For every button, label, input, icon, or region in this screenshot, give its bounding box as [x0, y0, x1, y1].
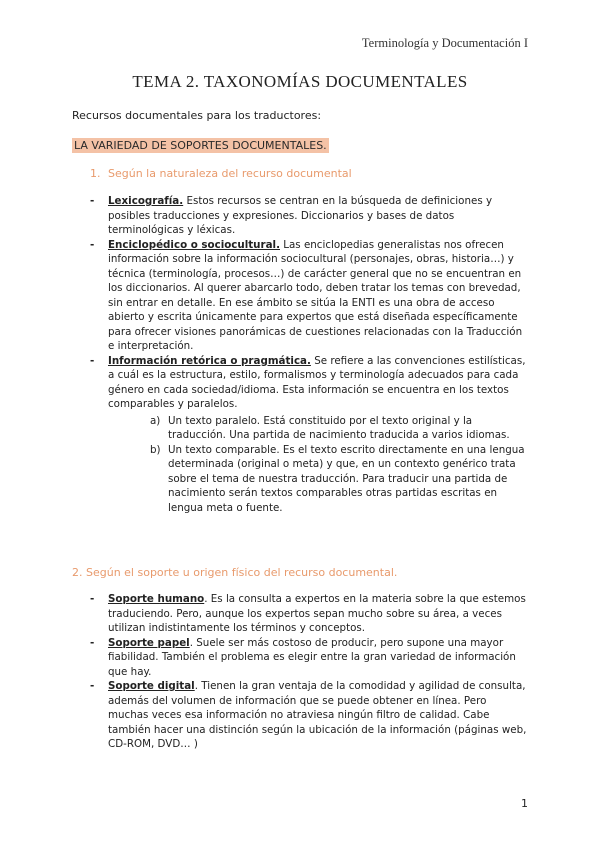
list-item: - Información retórica o pragmática. Se refiere a las convenciones estilísticas, a cuál es la estructura, estilo, formalismos y terminología adecuados para cada género en cada sociedad/idioma. Esta información se encuentra en los textos comparables y paralelos. a) Un texto paralelo. Está constituido por el texto original y la traducción. Una partida de nacimiento traducida a varios idiomas. b) Un texto comparable. Es el texto escrito directamente en una lengua determinada (original o meta) y que, en un contexto genérico trata sobre el tema de nuestra traducción. Para traducir una partida de nacimiento serán textos comparables otras partidas escritas en lengua meta o fuente. [90, 354, 530, 516]
item-text: . Es la consulta a expertos en la materia sobre la que estemos traduciendo. Pero, aunque los expertos sepan mucho sobre su área, a veces utilizan indistintamente los términos y conceptos. [108, 593, 526, 634]
section-2-heading: 2. Según el soporte u origen físico del recurso documental. [72, 566, 398, 579]
item-text: Se refiere a las convenciones estilísticas, a cuál es la estructura, estilo, formalismos y terminología adecuados para cada género en cada sociedad/idioma. Esta información se encuentra en los textos comparables y paralelos. [108, 354, 526, 410]
section-1-heading-text: Según la naturaleza del recurso documental [108, 167, 352, 180]
sub-item-letter: a) [150, 414, 161, 427]
section-1-list [90, 194, 530, 515]
item-term: Soporte digital [108, 680, 195, 692]
item-term: Enciclopédico o sociocultural. [108, 238, 280, 251]
list-item: - Lexicografía. Estos recursos se centran en la búsqueda de definiciones y posibles traducciones y expresiones. Diccionarios y bases de datos terminológicas y léxicas. [90, 195, 493, 236]
item-text: . Tienen la gran ventaja de la comodidad y agilidad de consulta, además del volumen de información que se puede obtener en línea. Pero muchas veces esa información no atraviesa ningún filtro de calidad. Cabe también hacer una distinción según la ubicación de la información (páginas web, CD-ROM, DVD… ) [108, 680, 527, 750]
item-text: . Suele ser más costoso de producir, pero supone una mayor fiabilidad. También el problema es elegir entre la gran variedad de información que hay. [108, 636, 516, 678]
item-text: Las enciclopedias generalistas nos ofrecen información sobre la información sociocultural (personajes, obras, historia…) y técnica (terminología, procesos…) de carácter general que no se encuentran en los diccionarios. Al querer abarcarlo todo, deben tratar los temas con brevedad, sin entrar en detalle. En ese ámbito se sitúa la ENTI es una obra de acceso abierto y escrita únicamente para expertos que está diseñada específicamente para ofrecer visiones panorámicas de cuestiones relacionadas con la Traducción e interpretación. [108, 238, 523, 352]
list-item: - Soporte papel. Suele ser más costoso de producir, pero supone una mayor fiabilidad. También el problema es elegir entre la gran variedad de información que hay. [90, 636, 516, 678]
sub-item-text: Un texto comparable. Es el texto escrito directamente en una lengua determinada (original o meta) y que, en un contexto genérico trata sobre el tema de nuestra traducción. Para traducir una partida de nacimiento serán textos comparables otras partidas escritas en lengua meta o fuente. [168, 443, 525, 514]
highlighted-heading: LA VARIEDAD DE SOPORTES DOCUMENTALES. [74, 139, 327, 152]
sub-list-item [150, 414, 530, 443]
page-number: 1 [521, 797, 528, 810]
section-1-number: 1. [90, 167, 101, 180]
running-header: Terminología y Documentación I [361, 36, 528, 50]
list-item: - Soporte digital. Tienen la gran ventaja de la comodidad y agilidad de consulta, además del volumen de información que se puede obtener en línea. Pero muchas veces esa información no atraviesa ningún filtro de calidad. Cabe también hacer una distinción según la ubicación de la información (páginas web, CD-ROM, DVD… ) [90, 680, 527, 750]
sub-list-item [150, 443, 530, 516]
section-1-heading [90, 167, 352, 180]
item-text: Estos recursos se centran en la búsqueda de definiciones y posibles traducciones y expresiones. Diccionarios y bases de datos terminológicas y léxicas. [108, 195, 493, 236]
list-item: - Enciclopédico o sociocultural. Las enciclopedias generalistas nos ofrecen información sobre la información sociocultural (personajes, obras, historia…) y técnica (terminología, procesos…) de carácter general que no se encuentran en los diccionarios. Al querer abarcarlo todo, deben tratar los temas con brevedad, sin entrar en detalle. En ese ámbito se sitúa la ENTI es una obra de acceso abierto y escrita únicamente para expertos que está diseñada específicamente para ofrecer visiones panorámicas de cuestiones relacionadas con la Traducción e interpretación. [90, 238, 523, 352]
item-term: Información retórica o pragmática. [108, 354, 311, 367]
sub-item-letter: b) [150, 443, 161, 456]
item-term: Soporte humano [108, 593, 205, 605]
item-term: Soporte papel [108, 636, 190, 649]
section-2-list [90, 592, 530, 752]
sub-list [108, 414, 530, 516]
page-title: TEMA 2. TAXONOMÍAS DOCUMENTALES [132, 72, 468, 91]
item-term: Lexicografía. [108, 195, 184, 207]
sub-item-text: Un texto paralelo. Está constituido por el texto original y la traducción. Una partida de nacimiento traducida a varios idiomas. [168, 414, 510, 441]
intro-text: Recursos documentales para los traductores: [72, 109, 322, 122]
list-item: - Soporte humano. Es la consulta a expertos en la materia sobre la que estemos traduciendo. Pero, aunque los expertos sepan mucho sobre su área, a veces utilizan indistintamente los términos y conceptos. [90, 593, 526, 634]
